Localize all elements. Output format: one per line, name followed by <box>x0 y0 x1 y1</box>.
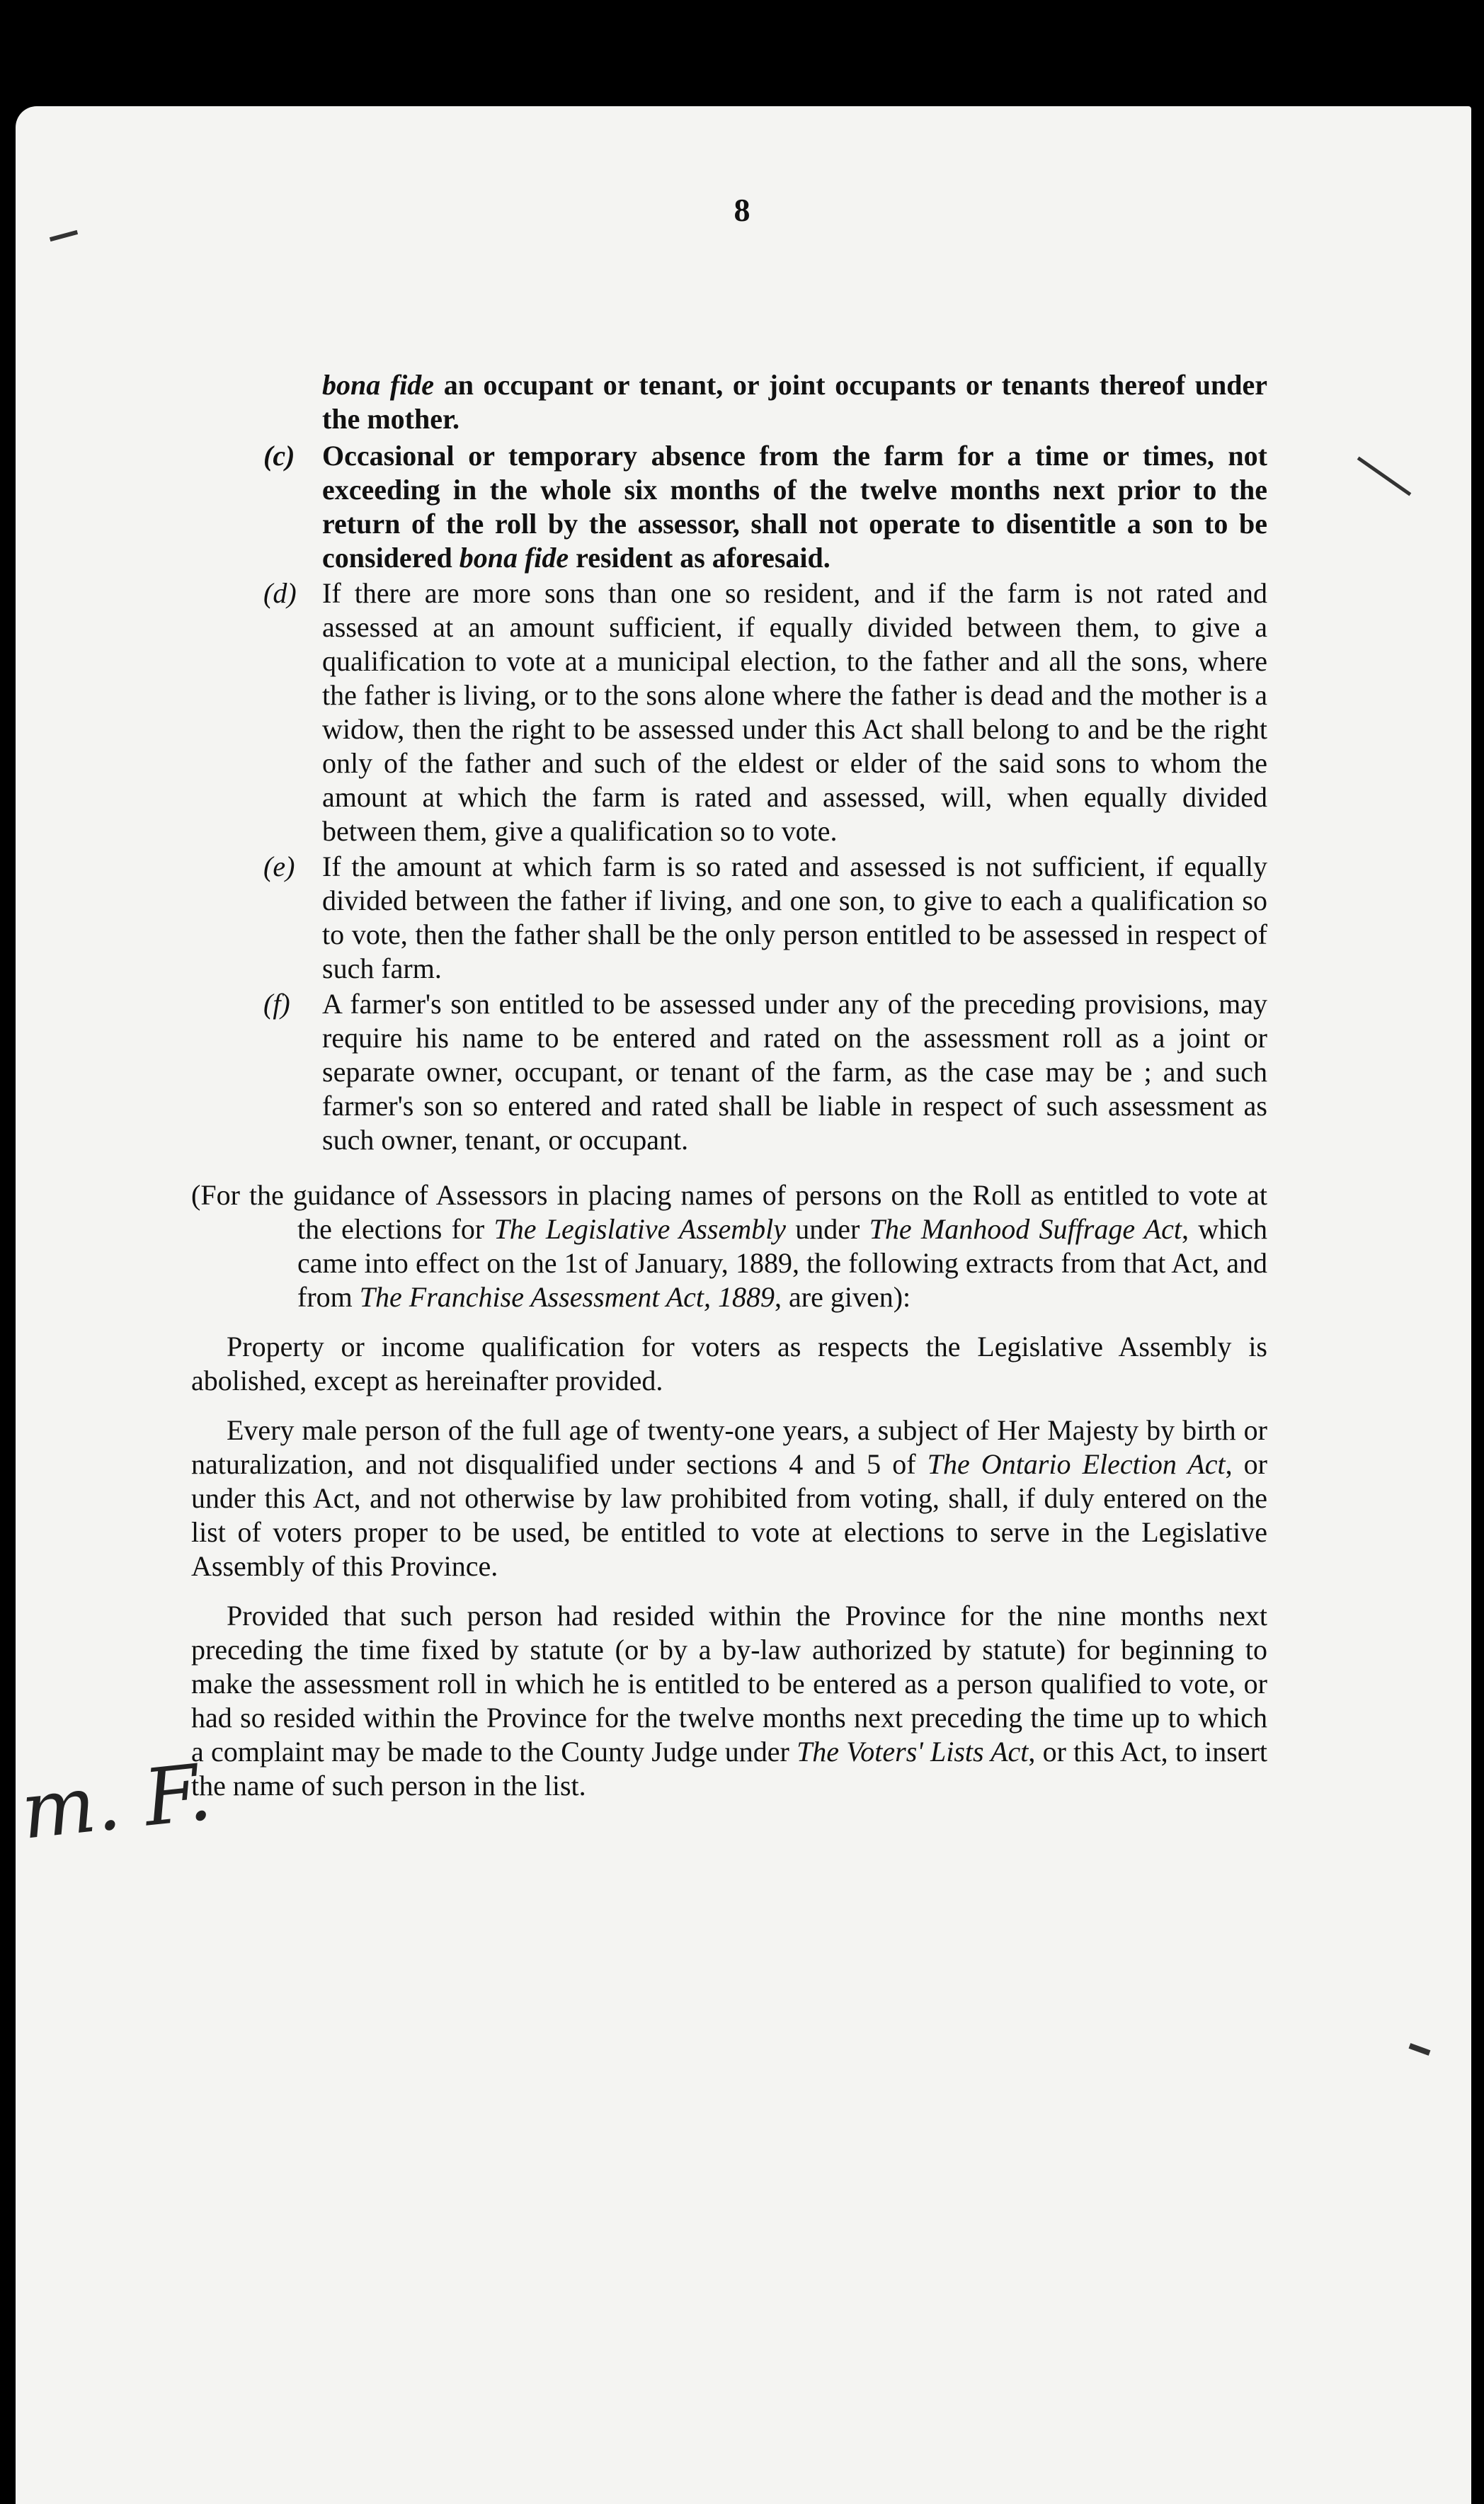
act-title: The Manhood Suffrage Act <box>869 1213 1182 1245</box>
paragraph-text: , or under this Act, and not otherwise by law prohibited from voting, shall, if duly entered on the list of voters proper to be used, be entitled to vote at elections to serve in the Legislative Assembly of this Province. <box>191 1448 1267 1582</box>
clause-letter: (e) <box>263 850 295 882</box>
guidance-text: , are given): <box>775 1281 911 1313</box>
extract-paragraph-3 <box>191 1599 1267 1803</box>
bold-section <box>191 368 1267 575</box>
extract-paragraph-2 <box>191 1413 1267 1583</box>
clause-f <box>191 987 1267 1157</box>
act-title: The Ontario Election Act <box>927 1448 1226 1480</box>
clause-text: resident as aforesaid. <box>569 542 831 574</box>
document-body <box>191 368 1267 1803</box>
clause-text: an occupant or tenant, or joint occupants or tenants thereof under the mother. <box>322 369 1267 435</box>
guidance-text: under <box>785 1213 869 1245</box>
guidance-text: , which came into effect on the 1st of January, 1889, the following extracts from that Act, and from <box>297 1213 1267 1313</box>
clause-c <box>191 439 1267 575</box>
latin-term: bona fide <box>322 369 435 401</box>
clause-text: A farmer's son entitled to be assessed under any of the preceding provisions, may require his name to be entered and rated on the assessment roll as a joint or separate owner, occupant, or tenant of the farm, as the case may be ; and such farmer's son so entered and rated shall be liable in respect of such assessment as such owner, tenant, or occupant. <box>322 988 1267 1156</box>
act-title: The Franchise Assessment Act, 1889 <box>359 1281 775 1313</box>
paragraph-text: , or this Act, to insert the name of such person in the list. <box>191 1736 1267 1802</box>
guidance-text: (For the guidance of Assessors in placing names of persons on the Roll as entitled to vote at the elections for <box>191 1179 1267 1245</box>
handwritten-margin-note: m. F. <box>17 1746 216 1857</box>
clause-letter: (f) <box>263 988 290 1020</box>
clause-b-continuation <box>191 368 1267 436</box>
clause-text: If the amount at which farm is so rated and assessed is not sufficient, if equally divided between the father if living, and one son, to give to each a qualification so to vote, then the father shall be the only person entitled to be assessed in respect of such farm. <box>322 850 1267 984</box>
clause-d <box>191 576 1267 848</box>
clause-letter: (c) <box>263 440 295 472</box>
act-title: The Voters' Lists Act <box>797 1736 1029 1768</box>
clause-letter: (d) <box>263 577 297 609</box>
clause-text: Occasional or temporary absence from the farm for a time or times, not exceeding in the whole six months of the twelve months next prior to the return of the roll by the assessor, shall not operate to disentitle a son to be considered <box>322 440 1267 574</box>
guidance-note <box>191 1178 1267 1314</box>
latin-term: bona fide <box>459 542 569 574</box>
extract-paragraph-1: Property or income qualification for voters as respects the Legislative Assembly is abolished, except as hereinafter provided. <box>191 1331 1267 1396</box>
act-title: The Legislative Assembly <box>493 1213 786 1245</box>
page-number: 8 <box>734 192 750 228</box>
paragraph-text: Every male person of the full age of twenty-one years, a subject of Her Majesty by birth or naturalization, and not disqualified under sections 4 and 5 of <box>191 1414 1267 1480</box>
clause-e <box>191 850 1267 986</box>
clause-text: If there are more sons than one so resident, and if the farm is not rated and assessed at an amount sufficient, if equally divided between them, to give a qualification to vote at a municipal election, to the father and all the sons, where the father is living, or to the sons alone where the father is dead and the mother is a widow, then the right to be assessed under this Act shall belong to and be the right only of the father and such of the eldest or elder of the said sons to whom the amount at which the farm is rated and assessed, will, when equally divided between them, give a qualification so to vote. <box>322 577 1267 847</box>
paragraph-text: Provided that such person had resided within the Province for the nine months next preceding the time fixed by statute (or by a by-law authorized by statute) for beginning to make the assessment roll in which he is entitled to be entered as a person qualified to vote, or had so resided within the Province for the twelve months next preceding the time up to which a complaint may be made to the County Judge under <box>191 1600 1267 1768</box>
